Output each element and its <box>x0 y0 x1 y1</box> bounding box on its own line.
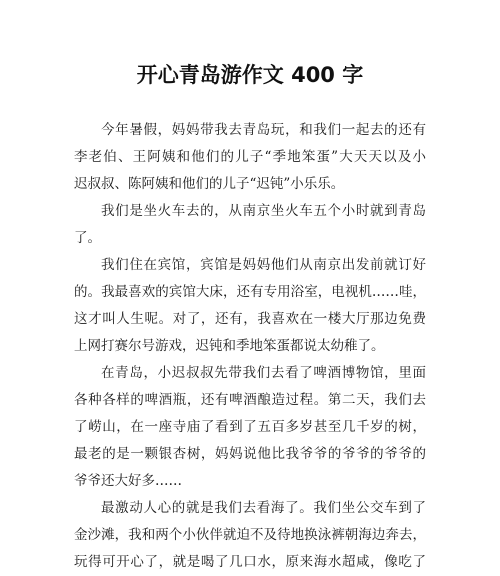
paragraph-line: 迟叔叔、陈阿姨和他们的儿子“迟钝”小乐乐。 <box>74 176 345 192</box>
paragraph-line: 爷爷还大好多…… <box>74 473 182 489</box>
paragraph-3 <box>74 252 426 360</box>
paragraph-1 <box>74 117 426 198</box>
paragraph-line: 玩得可开心了，就是喝了几口水，原来海水超咸，像吃了 <box>74 554 426 570</box>
paragraph-line: 金沙滩，我和两个小伙伴就迫不及待地换泳裤朝海边奔去， <box>74 527 426 543</box>
paragraph-line: 今年暑假，妈妈带我去青岛玩，和我们一起去的还有 <box>101 122 426 138</box>
paragraph-4 <box>74 360 426 495</box>
document-body <box>74 117 426 576</box>
paragraph-line: 上网打赛尔号游戏，迟钝和季地笨蛋都说太幼稚了。 <box>74 338 385 354</box>
paragraph-line: 各种各样的啤酒瓶，还有啤酒酿造过程。第二天，我们去 <box>74 392 426 408</box>
paragraph-line: 最老的是一颗银杏树，妈妈说他比我爷爷的爷爷的爷爷的 <box>74 446 426 462</box>
paragraph-line: 这才叫人生呢。对了，还有，我喜欢在一楼大厅那边免费 <box>74 311 426 327</box>
paragraph-line: 李老伯、王阿姨和他们的儿子“季地笨蛋”大天天以及小 <box>74 149 426 165</box>
paragraph-line: 我们是坐火车去的，从南京坐火车五个小时就到青岛 <box>101 203 426 219</box>
paragraph-line: 我们住在宾馆，宾馆是妈妈他们从南京出发前就订好 <box>101 257 426 273</box>
paragraph-line: 了。 <box>74 230 101 246</box>
paragraph-5 <box>74 495 426 576</box>
paragraph-line: 最激动人心的就是我们去看海了。我们坐公交车到了 <box>101 500 426 516</box>
paragraph-line: 在青岛，小迟叔叔先带我们去看了啤酒博物馆，里面 <box>101 365 426 381</box>
document-title: 开心青岛游作文 400 字 <box>136 63 364 87</box>
paragraph-2 <box>74 198 426 252</box>
paragraph-line: 了崂山，在一座寺庙了看到了五百多岁甚至几千岁的树， <box>74 419 426 435</box>
paragraph-line: 的。我最喜欢的宾馆大床，还有专用浴室，电视机……哇， <box>74 284 426 300</box>
